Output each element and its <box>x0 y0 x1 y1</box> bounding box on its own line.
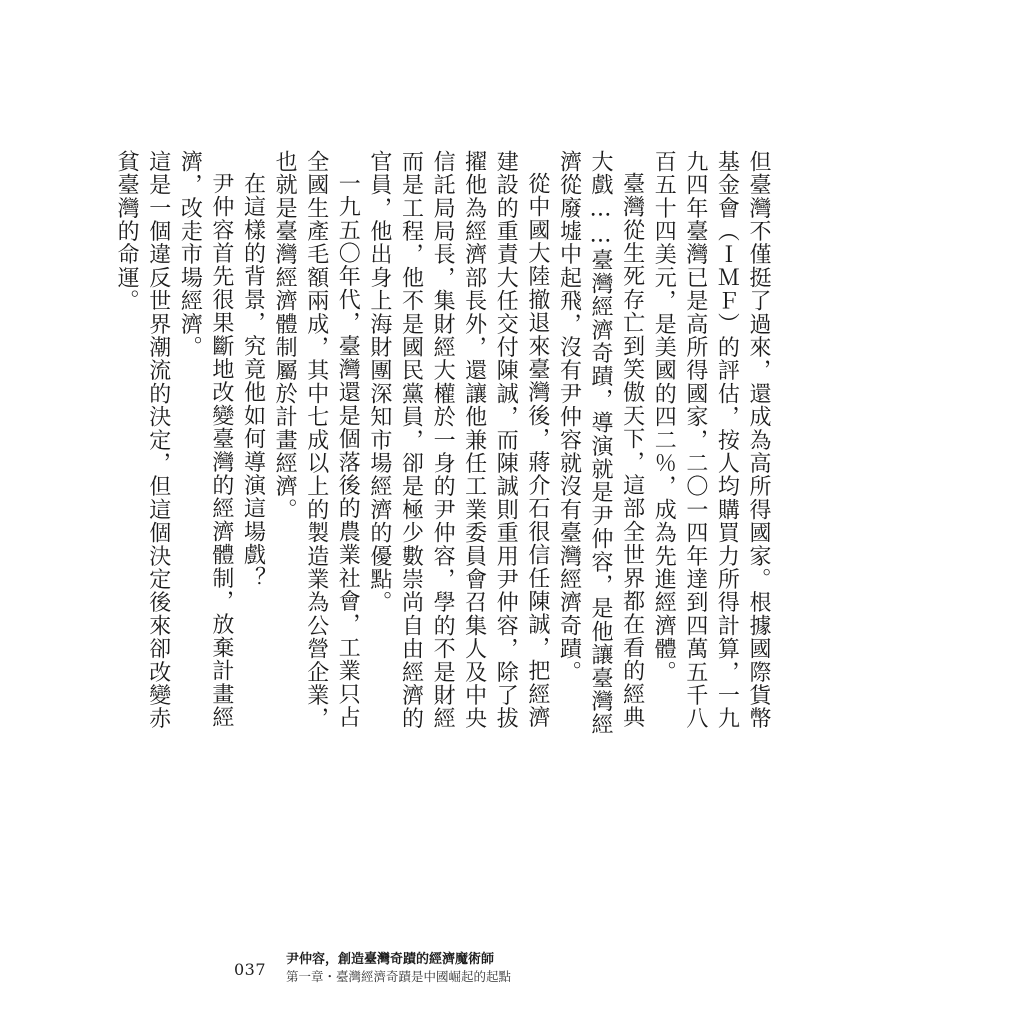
page-footer <box>234 948 834 988</box>
paragraph-4: 一九五〇年代，臺灣還是個落後的農業社會，工業只占全國生產毛額兩成，其中七成以上的製造業為公營企業，也就是臺灣經濟體制屬於計畫經濟。 <box>272 150 361 730</box>
paragraph-7: 這是一個違反世界潮流的決定，但這個決定後來卻改變赤貧臺灣的命運。 <box>114 150 171 730</box>
paragraph-5: 在這樣的背景，究竟他如何導演這場戲？ <box>240 172 266 590</box>
chapter-title: 第一章・臺灣經濟奇蹟是中國崛起的起點 <box>286 969 512 984</box>
paragraph-1: 但臺灣不僅挺了過來，還成為高所得國家。根據國際貨幣基金會（ＩＭＦ）的評估，按人均購買力所得計算，一九九四年臺灣已是高所得國家，二〇一四年達到四萬五千八百五十四美元，是美國的四二％，成為先進經濟體。 <box>651 150 771 730</box>
body-text <box>111 150 774 750</box>
paragraph-2: 臺灣從生死存亡到笑傲天下，這部全世界都在看的經典大戲……臺灣經濟奇蹟，導演就是尹仲容，是他讓臺灣經濟從廢墟中起飛，沒有尹仲容就沒有臺灣經濟奇蹟。 <box>556 150 645 736</box>
paragraph-6: 尹仲容首先很果斷地改變臺灣的經濟體制，放棄計畫經濟，改走市場經濟。 <box>177 150 234 729</box>
book-title: 尹仲容，創造臺灣奇蹟的經濟魔術師 <box>286 952 495 967</box>
paragraph-3: 從中國大陸撤退來臺灣後，蔣介石很信任陳誠，把經濟建設的重責大任交付陳誠，而陳誠則重用尹仲容，除了拔擢他為經濟部長外，還讓他兼任工業委員會召集人及中央信託局局長，集財經大權於一身的尹仲容，學的不是財經而是工程，他不是國民黨員，卻是極少數崇尚自由經濟的官員，他出身上海財團深知市場經濟的優點。 <box>366 150 550 730</box>
page-number: 037 <box>234 960 267 979</box>
